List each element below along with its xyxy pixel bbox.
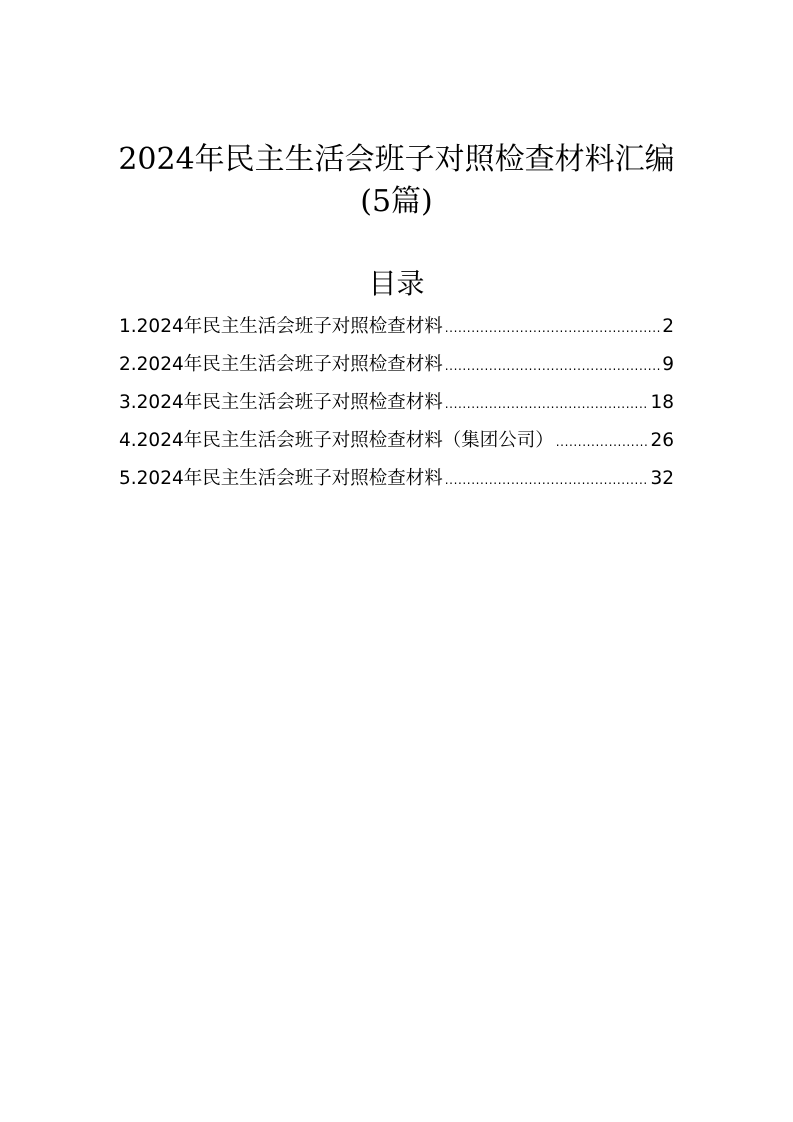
toc-entry-title: 1.2024年民主生活会班子对照检查材料: [119, 316, 443, 337]
toc-page-number: 32: [650, 468, 674, 489]
toc-entry-title: 4.2024年民主生活会班子对照检查材料（集团公司）: [119, 430, 554, 451]
toc-dot-leader: [445, 465, 649, 495]
toc-page-number: 2: [662, 316, 674, 337]
toc-dot-leader: [445, 351, 660, 381]
toc-entry-3[interactable]: [119, 388, 674, 426]
toc-dot-leader: [556, 427, 649, 457]
toc-dot-leader: [445, 313, 660, 343]
toc-entry-5[interactable]: [119, 464, 674, 502]
toc-page-number: 18: [650, 392, 674, 413]
toc-heading: 目录: [368, 267, 425, 300]
toc-page-number: 26: [650, 430, 674, 451]
toc-entry-title: 3.2024年民主生活会班子对照检查材料: [119, 392, 443, 413]
toc-entry-1[interactable]: [119, 312, 674, 350]
table-of-contents: [119, 312, 674, 502]
toc-page-number: 9: [662, 354, 674, 375]
toc-entry-title: 5.2024年民主生活会班子对照检查材料: [119, 468, 443, 489]
document-title: 2024年民主生活会班子对照检查材料汇编: [118, 142, 675, 177]
toc-entry-title: 2.2024年民主生活会班子对照检查材料: [119, 354, 443, 375]
toc-dot-leader: [445, 389, 649, 419]
toc-entry-4[interactable]: [119, 426, 674, 464]
toc-entry-2[interactable]: [119, 350, 674, 388]
document-subtitle: (5篇): [360, 184, 433, 219]
